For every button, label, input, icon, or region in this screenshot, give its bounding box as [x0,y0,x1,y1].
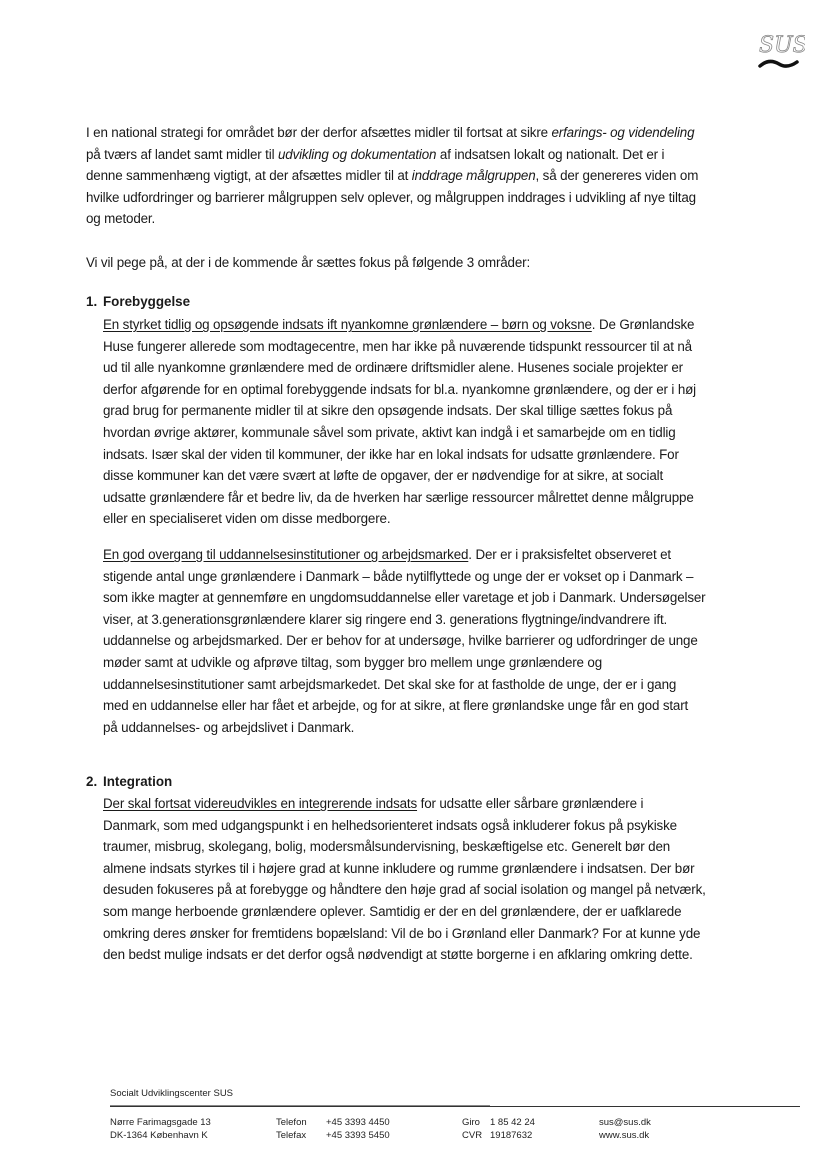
text-segment: som ikke magter at gennemføre en ungdomsuddannelse eller varetage et job i Danmark. Undersøgelser [103,590,706,606]
text-segment: den bedst mulige indsats er det derfor også nødvendigt at støtte borgerne i en afklaring omkring dette. [103,947,693,963]
section-number: 1. [86,294,98,309]
italic-emphasis: erfarings- og videndeling [551,125,695,140]
footer-divider [110,1106,800,1107]
text-segment: indsats. Især skal der viden til kommuner, der ikke har en lokal indsats for udsatte grønlændere. For [103,446,679,462]
text-line [103,357,696,379]
text-segment: som mange herboende grønlændere oplever. Samtidig er der en del grønlændere, der er uafklarede [103,903,682,919]
text-segment: på uddannelses- og arbejdslivet i Danmark. [103,719,355,735]
footer-cvr-label: CVR [462,1130,483,1141]
underlined-lead-text: Der skal fortsat videreudvikles en integrerende indsats [103,796,418,811]
text-line [103,695,705,717]
text-line [86,187,698,209]
text-line [103,314,696,336]
text-line [103,444,696,466]
text-segment: på tværs af landet samt midler til [86,146,278,162]
text-line [103,465,696,487]
text-line [103,609,705,631]
text-line [103,901,706,923]
body-paragraph [103,544,705,738]
text-segment: . De Grønlandske [591,317,695,332]
footer-address-1: Nørre Farimagsgade 13 [110,1117,211,1128]
text-segment: for udsatte eller sårbare grønlændere i [417,796,644,811]
footer-phone: +45 3393 4450 [326,1117,390,1128]
text-segment: traumer, misbrug, skolegang, bolig, modersmålsundervisning, beskæftigelse etc. Generelt bør den [103,839,671,855]
text-segment: uddannelse og arbejdsmarked. Der er behov for at undersøge, hvilke barrierer og udfordringer de unge [103,633,698,649]
text-segment: Vi vil pege på, at der i de kommende år sættes fokus på følgende 3 områder: [86,255,531,270]
text-line [103,717,705,739]
text-line [103,836,706,858]
text-line [103,566,705,588]
text-line [103,487,696,509]
text-segment: uddannelsesinstitutioner samt arbejdsmarkedet. Det skal ske for at fastholde de unge, der er i gang [103,676,677,692]
text-segment: med en uddannelse eller har fået et arbejde, og for at sikre, at flere grønlandske unge får en god start [103,698,689,714]
underlined-lead-text: En styrket tidlig og opsøgende indsats ift nyankomne grønlændere – børn og voksne [103,317,592,332]
text-line [103,400,696,422]
section-heading: Integration [103,774,173,789]
footer-fax-label: Telefax [276,1130,307,1141]
text-line [103,379,696,401]
text-segment: udsatte grønlændere får et bedre liv, da de hverken har særlige ressourcer målrettet denne målgruppe [103,489,694,505]
section-heading: Forebyggelse [103,294,191,309]
text-segment: hvilke udfordringer og barrierer målgruppen selv oplever, og målgruppen inddrages i udvikling af nye tiltag [86,189,696,205]
text-segment: grad brug for permanente midler til at sikre den opsøgende indsats. Der skal tillige sættes fokus på [103,403,673,419]
text-segment: , så der genereres viden om [535,168,699,184]
text-segment: denne sammenhæng vigtigt, at der afsættes midler til at [86,168,412,184]
text-segment: derfor afgørende for en optimal forebyggende indsats for bl.a. nyankomne grønlændere, og der er i høj [103,381,696,397]
footer-address-2: DK-1364 København K [110,1130,208,1141]
text-line [86,122,698,144]
footer-giro-label: Giro [462,1117,480,1128]
underlined-lead-text: En god overgang til uddannelsesinstitutioner og arbejdsmarked [103,547,469,562]
text-segment: Huse fungerer allerede som modtagecentre, men har ikke på nuværende tidspunkt ressourcer til at nå [103,338,692,354]
text-line [103,815,706,837]
intro-paragraph [86,122,698,230]
text-segment: møder samt at udvikle og afprøve tiltag, som bygger bro mellem unge grønlændere og [103,654,603,670]
text-segment: og metoder. [86,211,156,227]
section-number: 2. [86,774,98,789]
svg-text:SUS: SUS [759,33,805,58]
text-line [103,793,706,815]
sus-logo [755,20,805,75]
text-segment: af indsatsen lokalt og nationalt. Det er i [436,146,665,162]
footer-phone-label: Telefon [276,1117,307,1128]
footer-website[interactable]: www.sus.dk [599,1130,650,1141]
text-segment: . Der er i praksisfeltet observeret et [468,547,671,562]
text-line [103,858,706,880]
text-segment: stigende antal unge grønlændere i Danmark – både nytilflyttede og unge der er vokset op i Danmark – [103,568,694,584]
text-line [103,508,696,530]
text-line [103,587,705,609]
footer-cvr: 19187632 [490,1130,533,1141]
footer-org-name: Socialt Udviklingscenter SUS [110,1088,234,1099]
italic-emphasis: inddrage målgruppen [411,168,536,184]
italic-emphasis: udvikling og dokumentation [277,146,437,162]
footer-email[interactable]: sus@sus.dk [599,1117,651,1128]
text-line [103,630,705,652]
text-line [86,208,698,230]
text-segment: viser, at 3.generationsgrønlændere klarer sig ringere end 3. generations flygtninge/indvandrere ift. [103,611,668,627]
text-line [86,252,530,274]
text-segment: desuden fokuseres på at forebygge og håndtere den høje grad af social isolation og mangel på netværk, [103,882,706,898]
footer-giro: 1 85 42 24 [490,1117,535,1128]
text-segment: ud til alle nyankomne grønlændere med de ordinære driftsmidler alene. Husenes sociale projekter er [103,360,683,376]
footer-fax: +45 3393 5450 [326,1130,390,1141]
text-line [103,544,705,566]
text-segment: I en national strategi for området bør der derfor afsættes midler til fortsat at sikre [86,125,552,140]
text-segment: hvordan øvrige aktører, kommunale såvel som private, aktivt kan indgå i et samarbejde om en tidlig [103,424,676,440]
text-line [103,923,706,945]
body-paragraph [103,314,696,530]
text-segment: omkring deres ønsker for fremtidens bopælsland: Vil de bo i Grønland eller Danmark? For at kunne yde [103,925,701,941]
text-segment: almene indsats styrkes til i højere grad at kunne inkludere og rumme grønlændere i indsatsen. Der bør [103,860,695,876]
text-line [103,652,705,674]
text-line [86,144,698,166]
text-line [103,674,705,696]
text-line [103,336,696,358]
text-line [103,944,706,966]
text-segment: Danmark, som med udgangspunkt i en helhedsorienteret indsats også inkluderer fokus på psykiske [103,817,677,833]
lead-sentence [86,252,530,274]
text-line [103,879,706,901]
text-segment: eller en specialiseret viden om disse medborgere. [103,511,391,527]
text-line [86,165,698,187]
body-paragraph [103,793,706,966]
text-segment: disse kommuner kan det være svært at løfte de opgaver, der er nødvendige for at sikre, at socialt [103,468,664,484]
text-line [103,422,696,444]
